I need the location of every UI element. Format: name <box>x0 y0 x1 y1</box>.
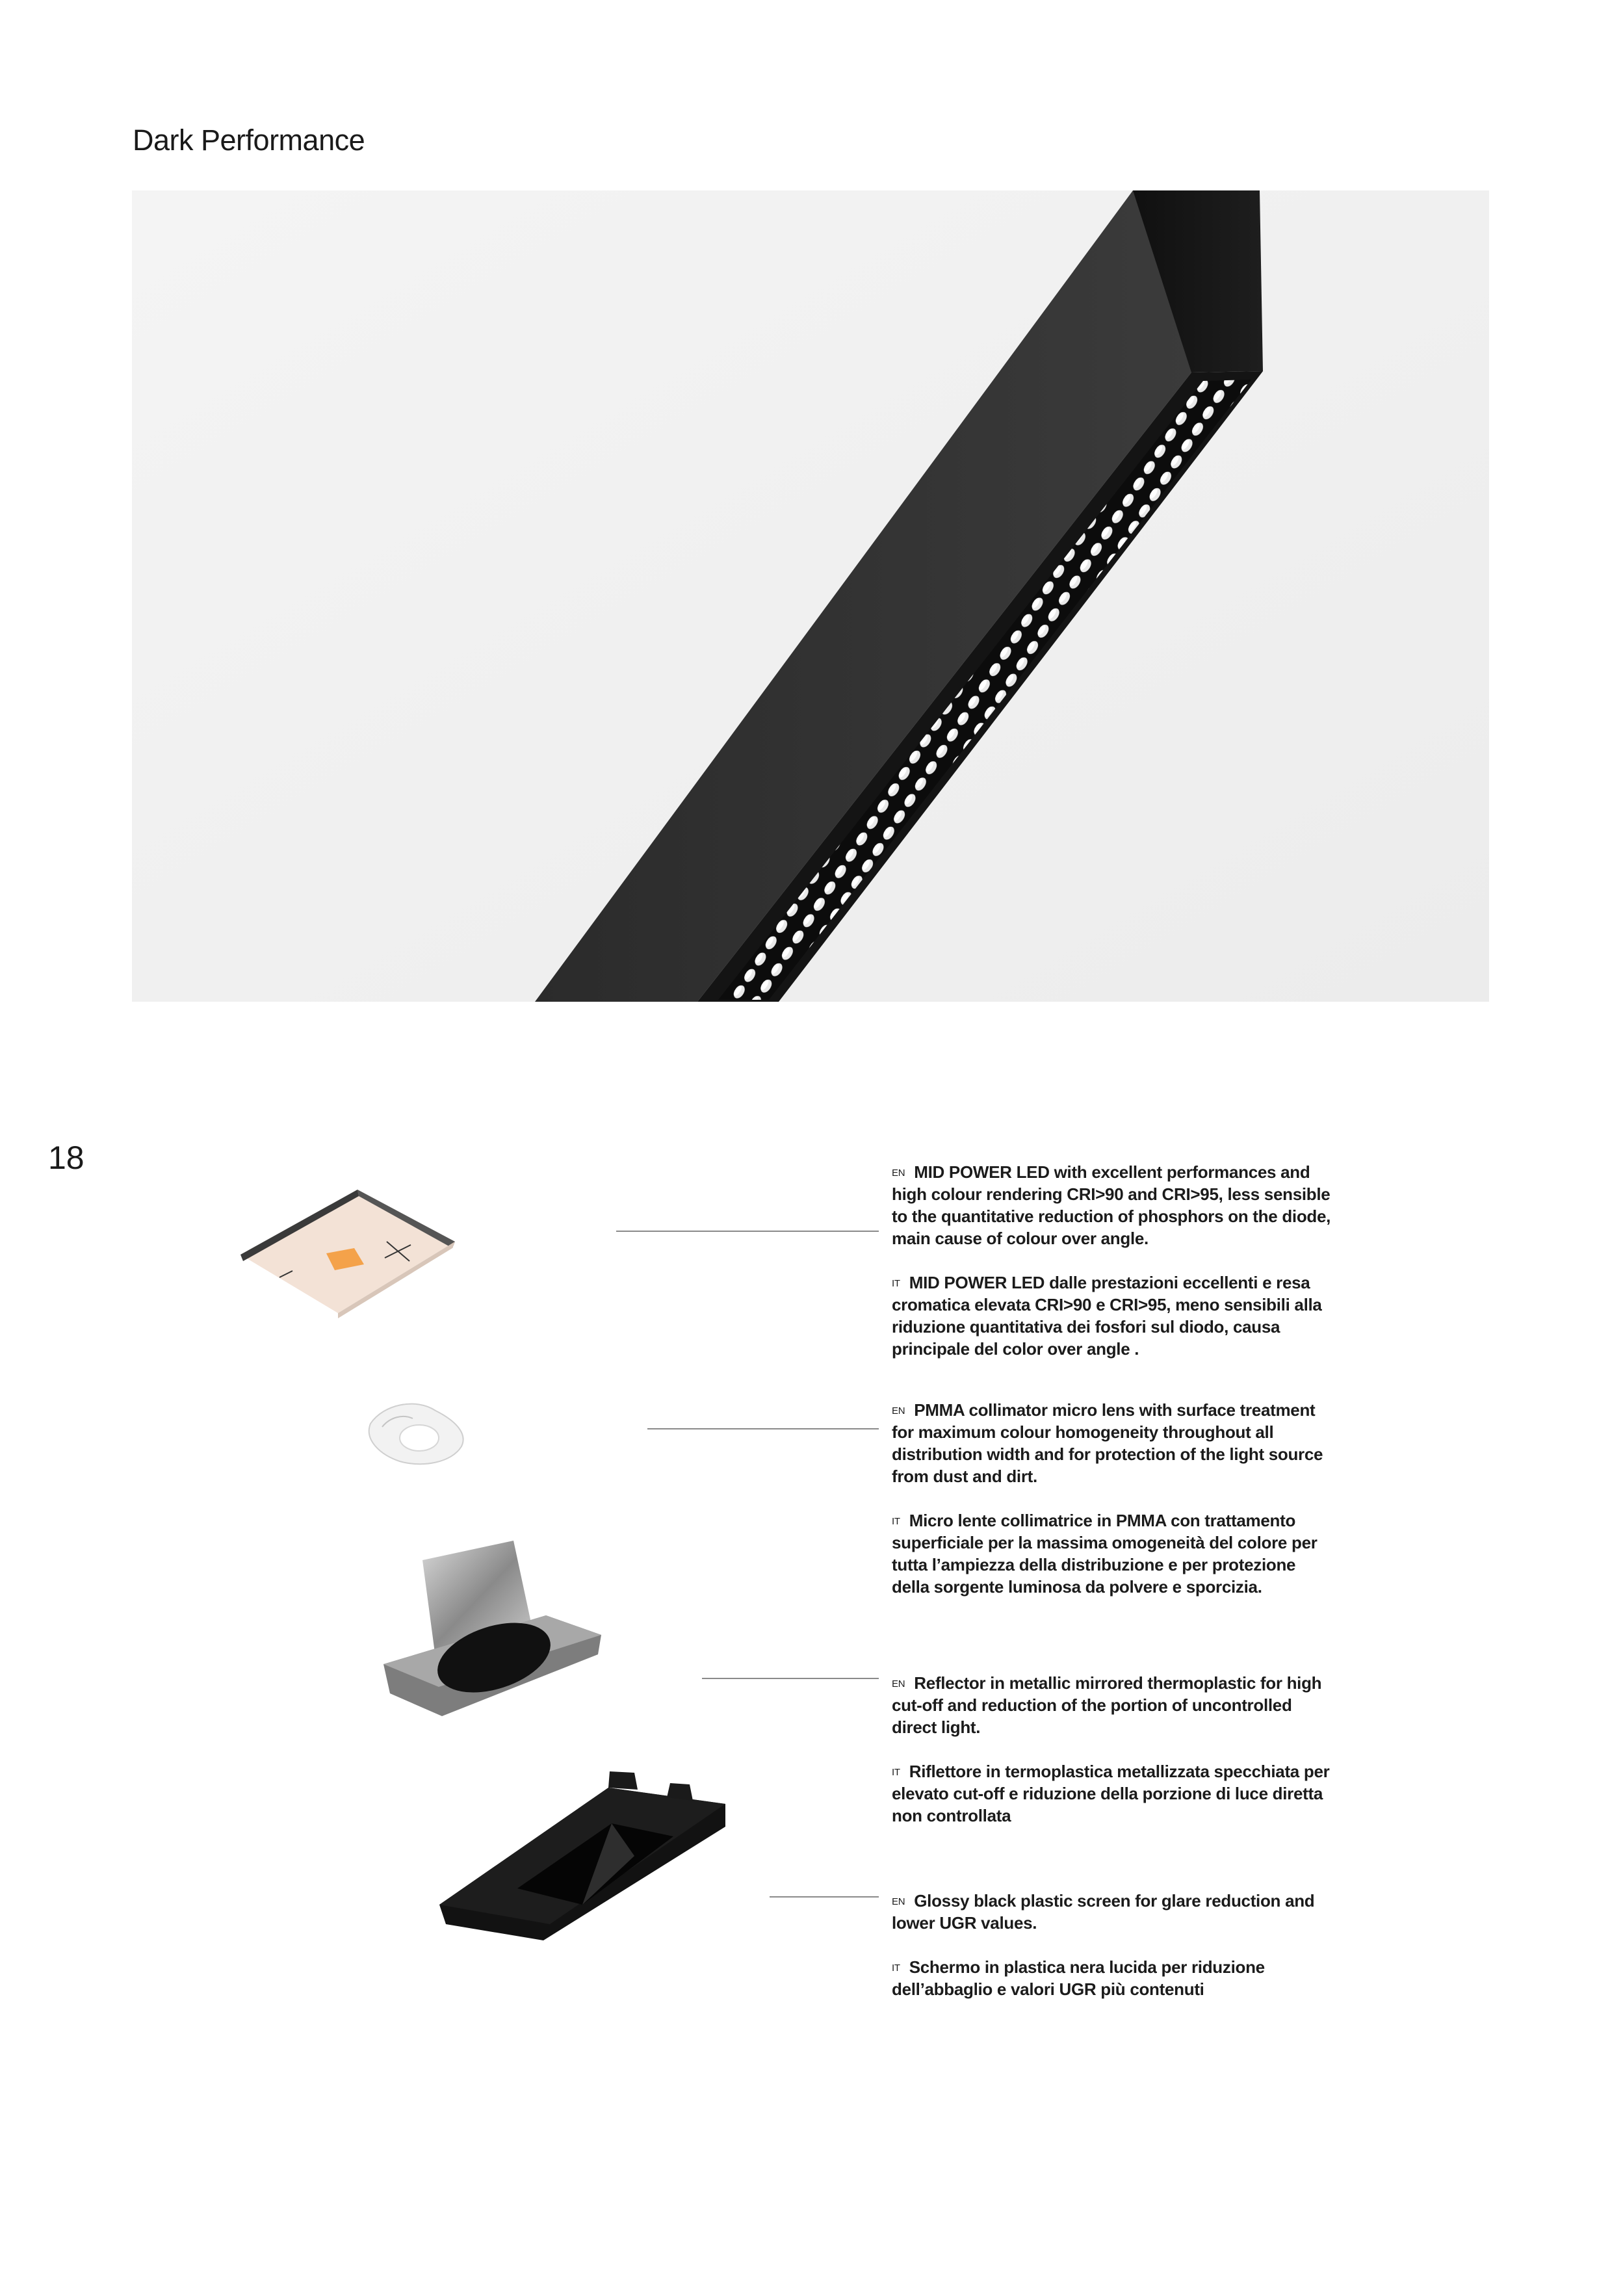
page-number: 18 <box>48 1140 84 1176</box>
lang-tag-it: IT <box>892 1767 900 1778</box>
leader-line <box>702 1678 879 1679</box>
linear-light-fixture-photo-icon <box>132 190 1489 1002</box>
en-text: PMMA collimator micro lens with surface treatment for maximum colour homogeneity throughout all distribution width and for protection of the light source from dust and dirt. <box>892 1400 1323 1486</box>
leader-line <box>647 1428 879 1429</box>
component-description-reflector <box>892 1672 1334 1827</box>
reflector-icon <box>383 1541 604 1732</box>
en-text: MID POWER LED with excellent performances and high colour rendering CRI>90 and CRI>95, less sensible to the quantitative reduction of phosphors on the diode, main cause of colour over angle. <box>892 1162 1331 1248</box>
en-text: Glossy black plastic screen for glare reduction and lower UGR values. <box>892 1891 1315 1933</box>
led-module-icon <box>240 1190 455 1323</box>
lang-tag-it: IT <box>892 1278 900 1289</box>
component-description-screen <box>892 1890 1334 2000</box>
component-description-lens <box>892 1399 1334 1598</box>
lang-tag-it: IT <box>892 1963 900 1974</box>
leader-line <box>770 1896 879 1898</box>
black-screen-icon <box>439 1765 725 1944</box>
lang-tag-en: EN <box>892 1405 905 1416</box>
it-text: MID POWER LED dalle prestazioni eccellenti e resa cromatica elevata CRI>90 e CRI>95, meno sensibili alla riduzione quantitativa dei fosfori sul diodo, causa principale del color over angle . <box>892 1273 1322 1359</box>
it-text: Micro lente collimatrice in PMMA con trattamento superficiale per la massima omogeneità del colore per tutta l’ampiezza della distribuzione e per protezione della sorgente luminosa da polvere e sporcizia. <box>892 1511 1318 1597</box>
it-text: Riflettore in termoplastica metallizzata specchiata per elevato cut-off e riduzione della porzione di luce diretta non controllata <box>892 1762 1330 1825</box>
lang-tag-it: IT <box>892 1516 900 1527</box>
collimator-lens-icon <box>364 1398 474 1472</box>
it-text: Schermo in plastica nera lucida per riduzione dell’abbaglio e valori UGR più contenuti <box>892 1957 1265 1999</box>
lang-tag-en: EN <box>892 1168 905 1179</box>
lang-tag-en: EN <box>892 1896 905 1907</box>
page-title: Dark Performance <box>133 124 365 157</box>
lang-tag-en: EN <box>892 1678 905 1689</box>
hero-image <box>132 190 1489 1002</box>
component-description-led <box>892 1161 1334 1360</box>
leader-line <box>616 1231 879 1232</box>
en-text: Reflector in metallic mirrored thermoplastic for high cut-off and reduction of the portion of uncontrolled direct light. <box>892 1673 1322 1737</box>
